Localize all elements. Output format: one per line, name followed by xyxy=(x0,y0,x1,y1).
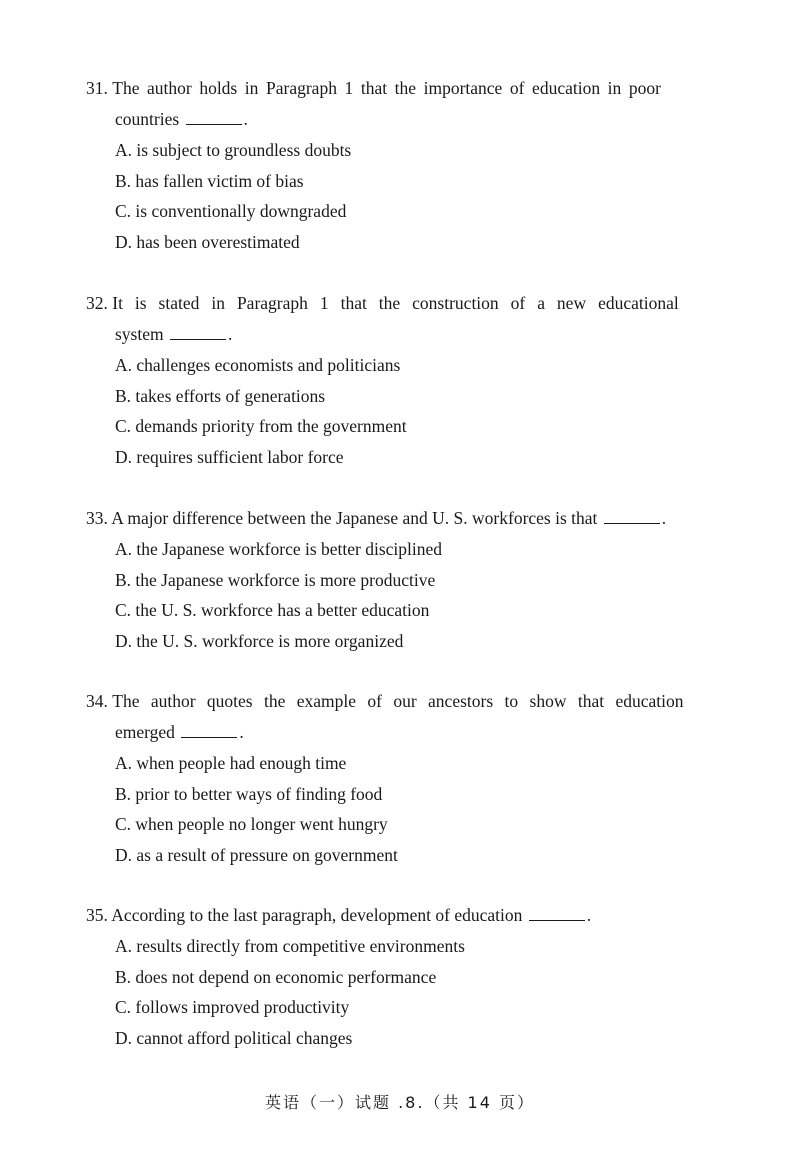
question-text-continued: countries . xyxy=(115,109,248,129)
question-stem: 33. A major difference between the Japanese and U. S. workforces is that . xyxy=(86,508,667,528)
option-c[interactable]: C. demands priority from the government xyxy=(115,416,407,436)
answer-blank xyxy=(186,107,242,125)
option-d[interactable]: D. has been overestimated xyxy=(115,231,300,252)
option-a[interactable]: A. results directly from competitive environments xyxy=(115,936,465,956)
option-b[interactable]: B. takes efforts of generations xyxy=(115,385,326,406)
question-32 xyxy=(86,288,728,472)
question-35 xyxy=(86,900,728,1053)
question-number: 34. xyxy=(86,691,108,711)
answer-blank xyxy=(170,322,226,340)
option-c[interactable]: C. when people no longer went hungry xyxy=(115,814,388,834)
option-a[interactable]: A. is subject to groundless doubts xyxy=(115,140,352,160)
option-d[interactable]: D. as a result of pressure on government xyxy=(115,844,398,865)
question-text: It is stated in Paragraph 1 that the construction of a new educational xyxy=(112,293,679,313)
question-33 xyxy=(86,503,728,656)
question-text-continued: system . xyxy=(115,324,233,344)
question-stem xyxy=(86,288,728,350)
question-number: 33. xyxy=(86,508,108,528)
question-stem xyxy=(86,73,728,135)
answer-blank xyxy=(181,720,237,738)
question-stem: 35. According to the last paragraph, development of education . xyxy=(86,905,592,925)
question-34 xyxy=(86,686,728,870)
option-b[interactable]: B. does not depend on economic performance xyxy=(115,966,437,987)
question-text: According to the last paragraph, development of education xyxy=(111,905,523,925)
option-c[interactable]: C. is conventionally downgraded xyxy=(115,201,347,221)
answer-blank xyxy=(529,903,585,921)
option-d[interactable]: D. the U. S. workforce is more organized xyxy=(115,630,404,651)
option-c[interactable]: C. follows improved productivity xyxy=(115,997,350,1017)
option-a[interactable]: A. when people had enough time xyxy=(115,753,347,773)
question-text: A major difference between the Japanese and U. S. workforces is that xyxy=(111,508,598,528)
option-b[interactable]: B. prior to better ways of finding food xyxy=(115,783,383,804)
page-footer: 英语（一）试题 .8.（共 14 页） xyxy=(265,1093,535,1112)
option-a[interactable]: A. the Japanese workforce is better disciplined xyxy=(115,539,443,559)
question-stem xyxy=(86,686,728,748)
question-number: 35. xyxy=(86,905,108,925)
question-text: The author quotes the example of our ancestors to show that education xyxy=(112,691,684,711)
question-number: 31. xyxy=(86,78,108,98)
question-31 xyxy=(86,73,728,257)
option-b[interactable]: B. has fallen victim of bias xyxy=(115,170,304,191)
question-text-continued: emerged . xyxy=(115,722,244,742)
option-a[interactable]: A. challenges economists and politicians xyxy=(115,355,401,375)
answer-blank xyxy=(604,506,660,524)
option-b[interactable]: B. the Japanese workforce is more productive xyxy=(115,569,436,590)
question-number: 32. xyxy=(86,293,108,313)
option-d[interactable]: D. cannot afford political changes xyxy=(115,1027,353,1048)
option-d[interactable]: D. requires sufficient labor force xyxy=(115,446,344,467)
question-text: The author holds in Paragraph 1 that the importance of education in poor xyxy=(112,78,661,98)
option-c[interactable]: C. the U. S. workforce has a better education xyxy=(115,600,430,620)
